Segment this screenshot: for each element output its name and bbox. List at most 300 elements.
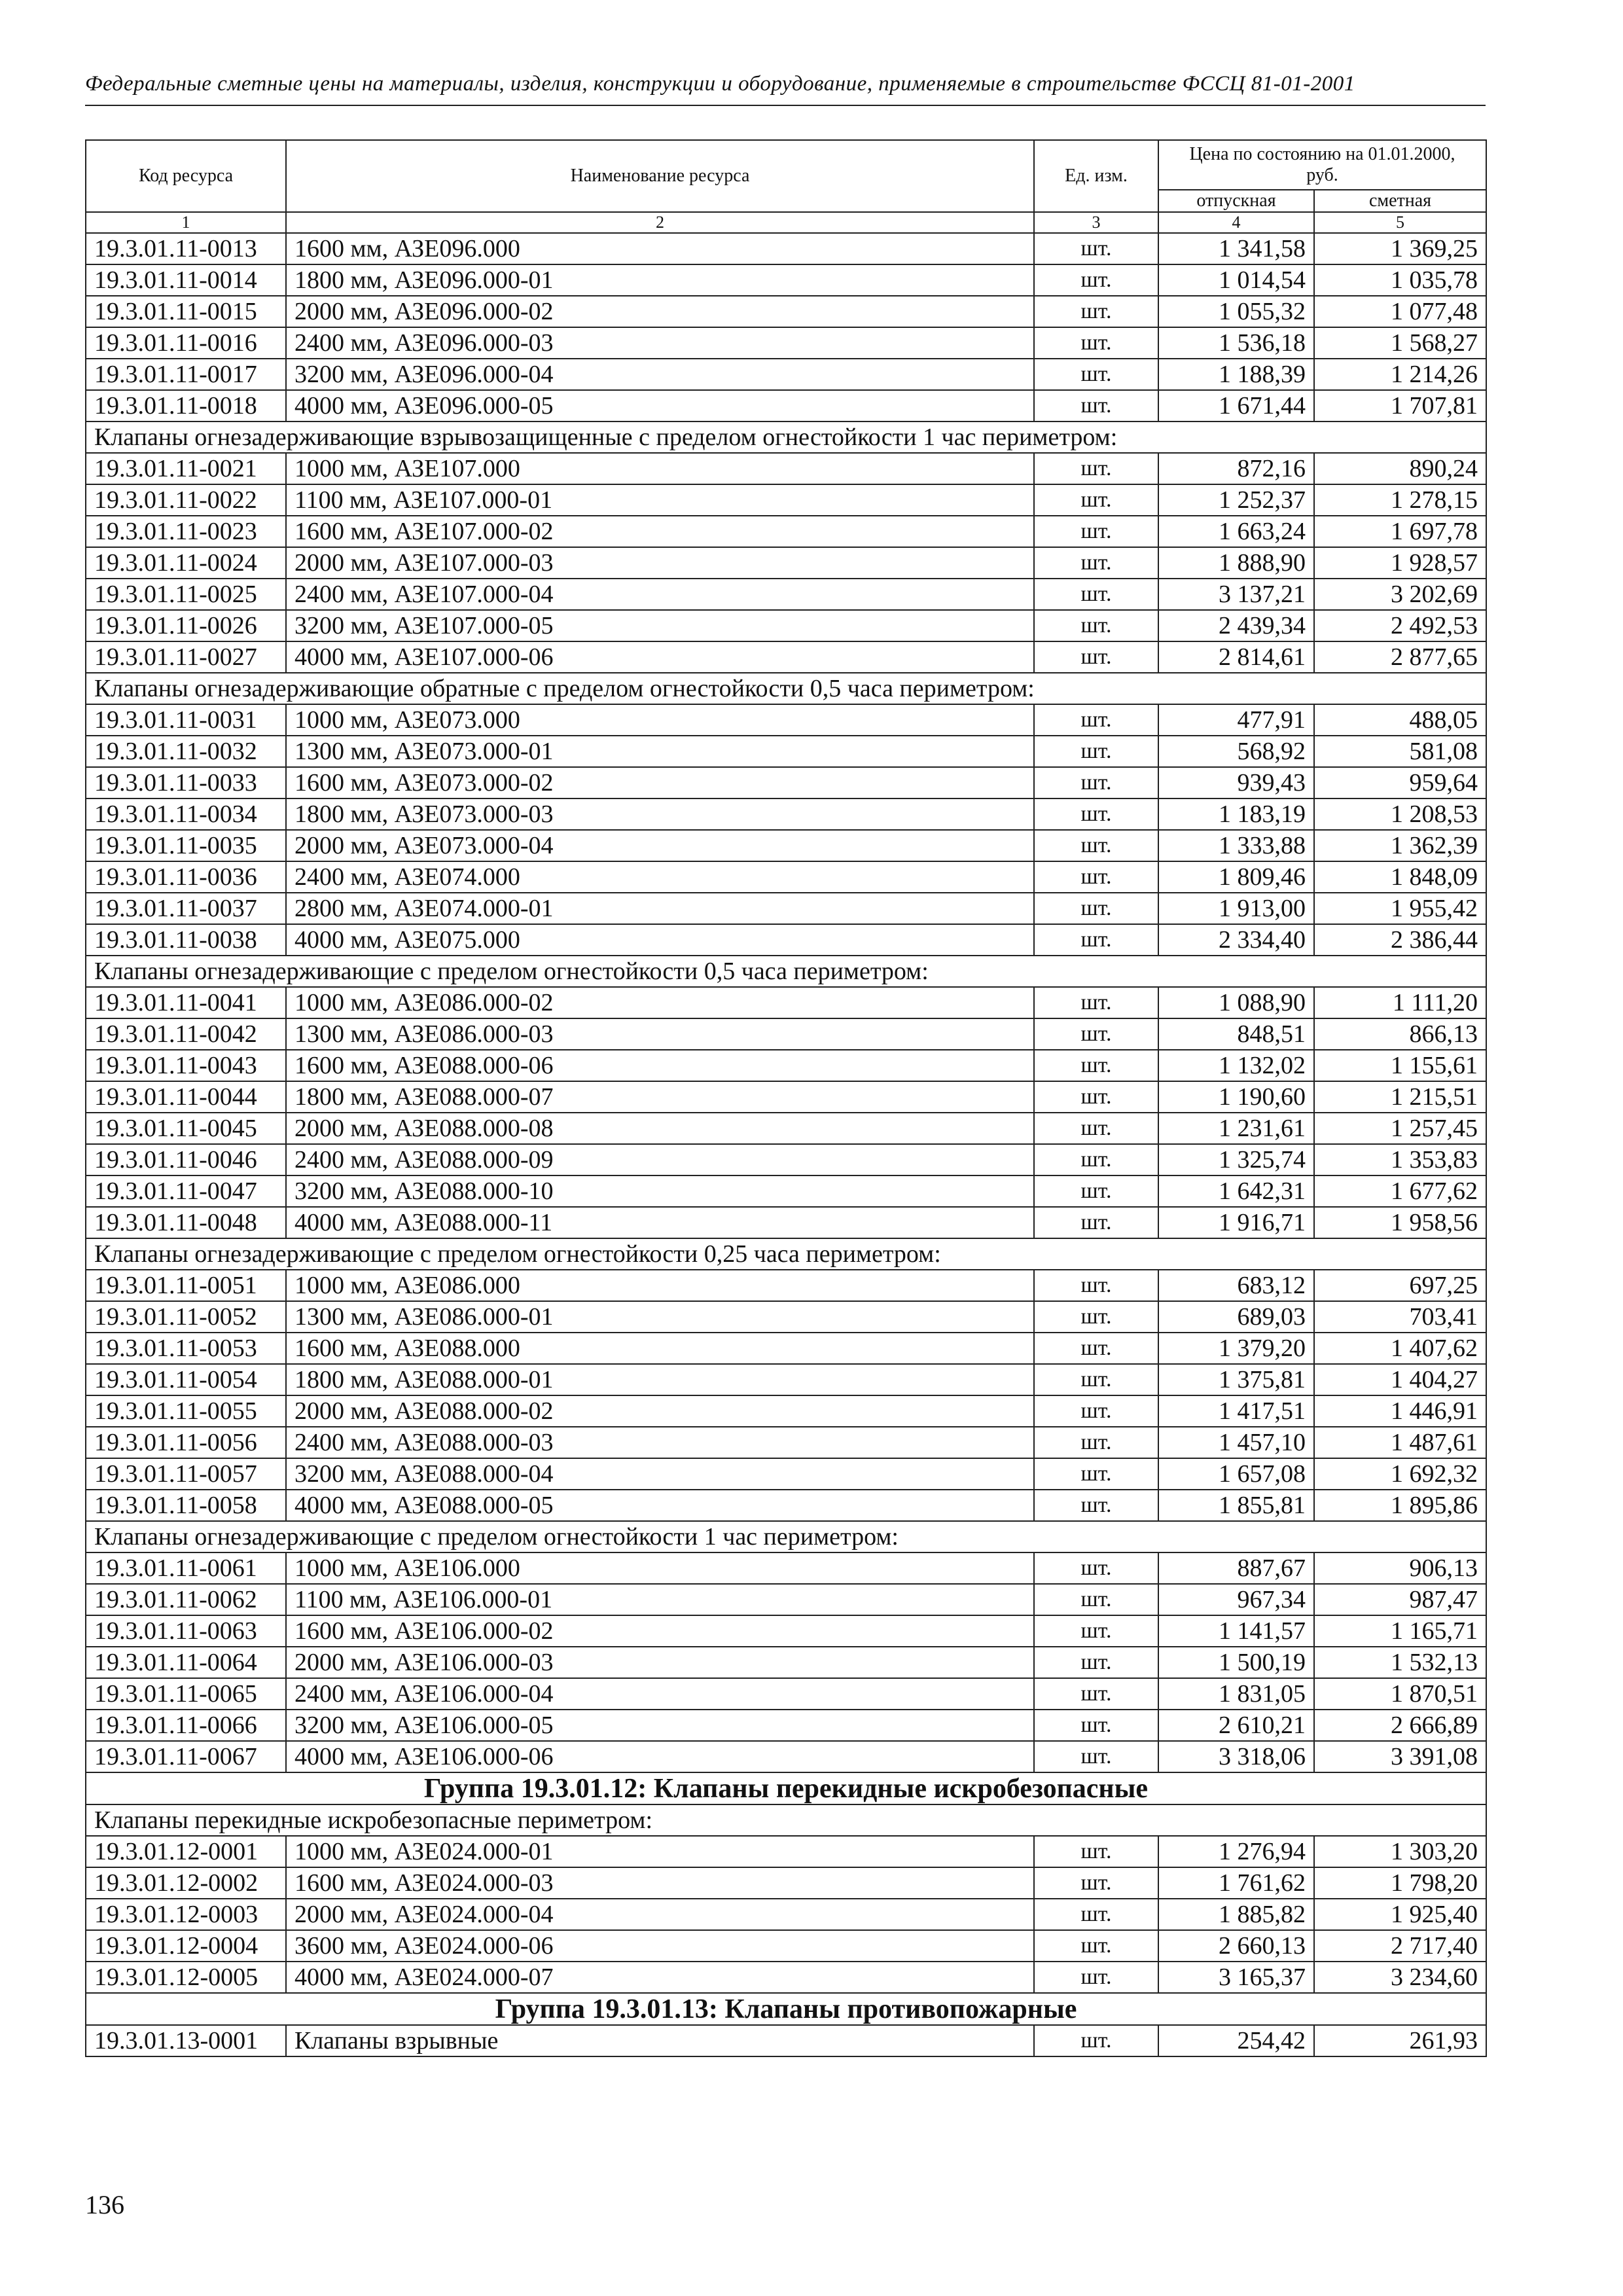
- release-price: 1 457,10: [1158, 1427, 1314, 1458]
- resource-name: 1800 мм, АЗЕ096.000-01: [286, 264, 1034, 296]
- section-heading-row: [86, 1238, 1486, 1270]
- table-header-row: [86, 140, 1486, 190]
- header-rule: [85, 105, 1486, 106]
- section-heading: Клапаны огнезадерживающие с пределом огнестойкости 0,5 часа периметром:: [86, 956, 1486, 987]
- resource-code: 19.3.01.11-0046: [86, 1144, 286, 1175]
- resource-code: 19.3.01.11-0042: [86, 1018, 286, 1050]
- release-price: 1 333,88: [1158, 830, 1314, 861]
- unit: шт.: [1034, 641, 1158, 673]
- resource-code: 19.3.01.11-0041: [86, 987, 286, 1018]
- release-price: 2 610,21: [1158, 1710, 1314, 1741]
- estimate-price: 1 278,15: [1314, 484, 1486, 516]
- release-price: 683,12: [1158, 1270, 1314, 1301]
- col-number-2: 2: [286, 212, 1034, 233]
- unit: шт.: [1034, 736, 1158, 767]
- resource-code: 19.3.01.11-0031: [86, 704, 286, 736]
- table-row: [86, 296, 1486, 327]
- unit: шт.: [1034, 1333, 1158, 1364]
- resource-name: 2000 мм, АЗЕ107.000-03: [286, 547, 1034, 579]
- resource-code: 19.3.01.11-0064: [86, 1647, 286, 1678]
- unit: шт.: [1034, 1050, 1158, 1081]
- unit: шт.: [1034, 830, 1158, 861]
- table-row: [86, 1050, 1486, 1081]
- release-price: 2 814,61: [1158, 641, 1314, 673]
- estimate-price: 1 446,91: [1314, 1395, 1486, 1427]
- resource-name: 1800 мм, АЗЕ088.000-07: [286, 1081, 1034, 1113]
- col-number-4: 4: [1158, 212, 1314, 233]
- estimate-price: 1 692,32: [1314, 1458, 1486, 1490]
- resource-code: 19.3.01.11-0036: [86, 861, 286, 893]
- resource-name: 1600 мм, АЗЕ096.000: [286, 233, 1034, 264]
- resource-name: 2800 мм, АЗЕ074.000-01: [286, 893, 1034, 924]
- group-heading: [86, 1993, 1486, 2025]
- table-row: [86, 1395, 1486, 1427]
- section-heading-row: [86, 1521, 1486, 1552]
- resource-code: 19.3.01.11-0063: [86, 1615, 286, 1647]
- unit: шт.: [1034, 861, 1158, 893]
- resource-name: 4000 мм, АЗЕ088.000-11: [286, 1207, 1034, 1238]
- col-number-3: 3: [1034, 212, 1158, 233]
- section-heading: Клапаны огнезадерживающие с пределом огнестойкости 0,25 часа периметром:: [86, 1238, 1486, 1270]
- release-price: 1 500,19: [1158, 1647, 1314, 1678]
- table-row: [86, 484, 1486, 516]
- release-price: 1 809,46: [1158, 861, 1314, 893]
- unit: шт.: [1034, 1427, 1158, 1458]
- table-row: [86, 2025, 1486, 2056]
- release-price: 848,51: [1158, 1018, 1314, 1050]
- resource-code: 19.3.01.11-0024: [86, 547, 286, 579]
- unit: шт.: [1034, 1364, 1158, 1395]
- resource-name: 2000 мм, АЗЕ088.000-02: [286, 1395, 1034, 1427]
- estimate-price: 703,41: [1314, 1301, 1486, 1333]
- resource-name: 4000 мм, АЗЕ106.000-06: [286, 1741, 1034, 1772]
- resource-code: 19.3.01.11-0058: [86, 1490, 286, 1521]
- estimate-price: 1 955,42: [1314, 893, 1486, 924]
- estimate-price: 1 697,78: [1314, 516, 1486, 547]
- unit: шт.: [1034, 1144, 1158, 1175]
- release-price: 1 055,32: [1158, 296, 1314, 327]
- unit: шт.: [1034, 1458, 1158, 1490]
- estimate-price: 697,25: [1314, 1270, 1486, 1301]
- unit: шт.: [1034, 1113, 1158, 1144]
- unit: шт.: [1034, 1678, 1158, 1710]
- resource-code: 19.3.01.11-0034: [86, 798, 286, 830]
- estimate-price: 1 928,57: [1314, 547, 1486, 579]
- resource-code: 19.3.01.11-0045: [86, 1113, 286, 1144]
- table-row: [86, 1741, 1486, 1772]
- resource-name: 4000 мм, АЗЕ096.000-05: [286, 390, 1034, 422]
- resource-code: 19.3.01.11-0061: [86, 1552, 286, 1584]
- group-heading-row: [86, 1993, 1486, 2025]
- release-price: 568,92: [1158, 736, 1314, 767]
- resource-code: 19.3.01.11-0055: [86, 1395, 286, 1427]
- unit: шт.: [1034, 1962, 1158, 1993]
- table-row: [86, 1552, 1486, 1584]
- unit: шт.: [1034, 610, 1158, 641]
- release-price: 1 190,60: [1158, 1081, 1314, 1113]
- resource-name: 1600 мм, АЗЕ024.000-03: [286, 1867, 1034, 1899]
- estimate-price: 906,13: [1314, 1552, 1486, 1584]
- resource-code: 19.3.01.11-0027: [86, 641, 286, 673]
- release-price: 3 318,06: [1158, 1741, 1314, 1772]
- estimate-price: 3 202,69: [1314, 579, 1486, 610]
- resource-code: 19.3.01.11-0021: [86, 453, 286, 484]
- table-row: [86, 1930, 1486, 1962]
- resource-code: 19.3.01.11-0032: [86, 736, 286, 767]
- resource-code: 19.3.01.11-0022: [86, 484, 286, 516]
- release-price: 967,34: [1158, 1584, 1314, 1615]
- table-row: [86, 516, 1486, 547]
- resource-code: 19.3.01.12-0001: [86, 1836, 286, 1867]
- release-price: 1 642,31: [1158, 1175, 1314, 1207]
- estimate-price: 3 391,08: [1314, 1741, 1486, 1772]
- table-row: [86, 1175, 1486, 1207]
- resource-name: 3200 мм, АЗЕ088.000-04: [286, 1458, 1034, 1490]
- resource-code: 19.3.01.11-0054: [86, 1364, 286, 1395]
- unit: шт.: [1034, 327, 1158, 359]
- resource-name: 1000 мм, АЗЕ073.000: [286, 704, 1034, 736]
- resource-name: 1000 мм, АЗЕ107.000: [286, 453, 1034, 484]
- resource-name: 1000 мм, АЗЕ086.000: [286, 1270, 1034, 1301]
- table-row: [86, 704, 1486, 736]
- unit: шт.: [1034, 1301, 1158, 1333]
- resource-name: 1600 мм, АЗЕ107.000-02: [286, 516, 1034, 547]
- estimate-price: 1 257,45: [1314, 1113, 1486, 1144]
- estimate-price: 1 958,56: [1314, 1207, 1486, 1238]
- table-row: [86, 1490, 1486, 1521]
- table-row: [86, 1678, 1486, 1710]
- release-price: 2 334,40: [1158, 924, 1314, 956]
- table-row: [86, 924, 1486, 956]
- resource-code: 19.3.01.11-0052: [86, 1301, 286, 1333]
- estimate-price: 1 798,20: [1314, 1867, 1486, 1899]
- table-row: [86, 798, 1486, 830]
- resource-code: 19.3.01.13-0001: [86, 2025, 286, 2056]
- table-row: [86, 1584, 1486, 1615]
- estimate-price: 261,93: [1314, 2025, 1486, 2056]
- estimate-price: 1 111,20: [1314, 987, 1486, 1018]
- estimate-price: 1 532,13: [1314, 1647, 1486, 1678]
- resource-code: 19.3.01.11-0048: [86, 1207, 286, 1238]
- resource-name: 2400 мм, АЗЕ106.000-04: [286, 1678, 1034, 1710]
- unit: шт.: [1034, 296, 1158, 327]
- unit: шт.: [1034, 1175, 1158, 1207]
- resource-name: 1600 мм, АЗЕ088.000-06: [286, 1050, 1034, 1081]
- table-row: [86, 861, 1486, 893]
- section-heading: Клапаны огнезадерживающие с пределом огнестойкости 1 час периметром:: [86, 1521, 1486, 1552]
- estimate-price: 959,64: [1314, 767, 1486, 798]
- resource-code: 19.3.01.11-0035: [86, 830, 286, 861]
- table-row: [86, 830, 1486, 861]
- table-row: [86, 1270, 1486, 1301]
- unit: шт.: [1034, 1867, 1158, 1899]
- unit: шт.: [1034, 264, 1158, 296]
- table-row: [86, 1364, 1486, 1395]
- unit: шт.: [1034, 390, 1158, 422]
- unit: шт.: [1034, 1615, 1158, 1647]
- resource-name: 2400 мм, АЗЕ096.000-03: [286, 327, 1034, 359]
- resource-name: 1300 мм, АЗЕ086.000-03: [286, 1018, 1034, 1050]
- resource-name: 1800 мм, АЗЕ073.000-03: [286, 798, 1034, 830]
- resource-name: 2400 мм, АЗЕ088.000-09: [286, 1144, 1034, 1175]
- resource-name: 1600 мм, АЗЕ073.000-02: [286, 767, 1034, 798]
- unit: шт.: [1034, 1647, 1158, 1678]
- price-table: [85, 139, 1487, 2057]
- table-row: [86, 1647, 1486, 1678]
- table-row: [86, 1899, 1486, 1930]
- unit: шт.: [1034, 893, 1158, 924]
- estimate-price: 1 895,86: [1314, 1490, 1486, 1521]
- estimate-price: 1 925,40: [1314, 1899, 1486, 1930]
- resource-name: 2000 мм, АЗЕ073.000-04: [286, 830, 1034, 861]
- table-row: [86, 1333, 1486, 1364]
- unit: шт.: [1034, 1741, 1158, 1772]
- header-estimate: сметная: [1314, 190, 1486, 212]
- release-price: 1 663,24: [1158, 516, 1314, 547]
- table-row: [86, 1018, 1486, 1050]
- resource-code: 19.3.01.11-0056: [86, 1427, 286, 1458]
- estimate-price: 987,47: [1314, 1584, 1486, 1615]
- table-row: [86, 1615, 1486, 1647]
- resource-code: 19.3.01.11-0013: [86, 233, 286, 264]
- table-row: [86, 1081, 1486, 1113]
- resource-name: 2400 мм, АЗЕ107.000-04: [286, 579, 1034, 610]
- resource-code: 19.3.01.11-0051: [86, 1270, 286, 1301]
- estimate-price: 1 870,51: [1314, 1678, 1486, 1710]
- release-price: 2 439,34: [1158, 610, 1314, 641]
- estimate-price: 1 208,53: [1314, 798, 1486, 830]
- header-price: Цена по состоянию на 01.01.2000, руб.: [1158, 140, 1486, 190]
- estimate-price: 3 234,60: [1314, 1962, 1486, 1993]
- unit: шт.: [1034, 516, 1158, 547]
- estimate-price: 1 568,27: [1314, 327, 1486, 359]
- release-price: 1 761,62: [1158, 1867, 1314, 1899]
- unit: шт.: [1034, 798, 1158, 830]
- unit: шт.: [1034, 924, 1158, 956]
- estimate-price: 1 707,81: [1314, 390, 1486, 422]
- resource-name: 4000 мм, АЗЕ088.000-05: [286, 1490, 1034, 1521]
- group-label: Группа 19.3.01.12: [423, 1774, 638, 1804]
- release-price: 1 831,05: [1158, 1678, 1314, 1710]
- section-heading: Клапаны огнезадерживающие взрывозащищенные с пределом огнестойкости 1 час периметром:: [86, 422, 1486, 453]
- table-row: [86, 359, 1486, 390]
- resource-code: 19.3.01.11-0038: [86, 924, 286, 956]
- table-row: [86, 1867, 1486, 1899]
- estimate-price: 866,13: [1314, 1018, 1486, 1050]
- table-row: [86, 1207, 1486, 1238]
- unit: шт.: [1034, 1395, 1158, 1427]
- section-heading-row: [86, 673, 1486, 704]
- column-number-row: [86, 212, 1486, 233]
- resource-name: 1600 мм, АЗЕ088.000: [286, 1333, 1034, 1364]
- header-unit: Ед. изм.: [1034, 140, 1158, 212]
- table-row: [86, 1427, 1486, 1458]
- unit: шт.: [1034, 1710, 1158, 1741]
- header-release: отпускная: [1158, 190, 1314, 212]
- estimate-price: 1 487,61: [1314, 1427, 1486, 1458]
- table-row: [86, 641, 1486, 673]
- release-price: 1 855,81: [1158, 1490, 1314, 1521]
- table-row: [86, 327, 1486, 359]
- estimate-price: 1 165,71: [1314, 1615, 1486, 1647]
- section-heading: Клапаны перекидные искробезопасные периметром:: [86, 1804, 1486, 1836]
- table-row: [86, 1144, 1486, 1175]
- table-row: [86, 736, 1486, 767]
- estimate-price: 1 214,26: [1314, 359, 1486, 390]
- section-heading: Клапаны огнезадерживающие обратные с пределом огнестойкости 0,5 часа периметром:: [86, 673, 1486, 704]
- resource-name: 1100 мм, АЗЕ107.000-01: [286, 484, 1034, 516]
- estimate-price: 1 303,20: [1314, 1836, 1486, 1867]
- group-title: : Клапаны перекидные искробезопасные: [637, 1774, 1149, 1804]
- estimate-price: 1 848,09: [1314, 861, 1486, 893]
- col-number-5: 5: [1314, 212, 1486, 233]
- resource-code: 19.3.01.11-0047: [86, 1175, 286, 1207]
- resource-name: 3200 мм, АЗЕ096.000-04: [286, 359, 1034, 390]
- unit: шт.: [1034, 987, 1158, 1018]
- resource-name: 1800 мм, АЗЕ088.000-01: [286, 1364, 1034, 1395]
- resource-code: 19.3.01.11-0043: [86, 1050, 286, 1081]
- estimate-price: 2 717,40: [1314, 1930, 1486, 1962]
- resource-name: 3200 мм, АЗЕ106.000-05: [286, 1710, 1034, 1741]
- release-price: 1 885,82: [1158, 1899, 1314, 1930]
- resource-code: 19.3.01.11-0018: [86, 390, 286, 422]
- running-header: Федеральные сметные цены на материалы, изделия, конструкции и оборудование, применяемые в строительстве ФССЦ 81-01-2001: [85, 72, 1355, 96]
- resource-name: 1000 мм, АЗЕ106.000: [286, 1552, 1034, 1584]
- release-price: 3 137,21: [1158, 579, 1314, 610]
- resource-code: 19.3.01.11-0014: [86, 264, 286, 296]
- header-code: Код ресурса: [86, 140, 286, 212]
- resource-name: 4000 мм, АЗЕ024.000-07: [286, 1962, 1034, 1993]
- table-row: [86, 767, 1486, 798]
- release-price: 2 660,13: [1158, 1930, 1314, 1962]
- table-row: [86, 1113, 1486, 1144]
- release-price: 1 916,71: [1158, 1207, 1314, 1238]
- resource-code: 19.3.01.11-0062: [86, 1584, 286, 1615]
- section-heading-row: [86, 1804, 1486, 1836]
- estimate-price: 1 404,27: [1314, 1364, 1486, 1395]
- release-price: 1 132,02: [1158, 1050, 1314, 1081]
- release-price: 1 325,74: [1158, 1144, 1314, 1175]
- resource-name: 2400 мм, АЗЕ074.000: [286, 861, 1034, 893]
- estimate-price: 1 077,48: [1314, 296, 1486, 327]
- resource-code: 19.3.01.11-0037: [86, 893, 286, 924]
- unit: шт.: [1034, 1552, 1158, 1584]
- section-heading-row: [86, 956, 1486, 987]
- release-price: 1 379,20: [1158, 1333, 1314, 1364]
- estimate-price: 581,08: [1314, 736, 1486, 767]
- estimate-price: 2 492,53: [1314, 610, 1486, 641]
- resource-name: 1000 мм, АЗЕ024.000-01: [286, 1836, 1034, 1867]
- release-price: 1 276,94: [1158, 1836, 1314, 1867]
- release-price: 1 252,37: [1158, 484, 1314, 516]
- resource-name: Клапаны взрывные: [286, 2025, 1034, 2056]
- resource-name: 1600 мм, АЗЕ106.000-02: [286, 1615, 1034, 1647]
- resource-code: 19.3.01.11-0025: [86, 579, 286, 610]
- estimate-price: 1 215,51: [1314, 1081, 1486, 1113]
- release-price: 689,03: [1158, 1301, 1314, 1333]
- unit: шт.: [1034, 547, 1158, 579]
- unit: шт.: [1034, 579, 1158, 610]
- unit: шт.: [1034, 453, 1158, 484]
- estimate-price: 2 386,44: [1314, 924, 1486, 956]
- release-price: 3 165,37: [1158, 1962, 1314, 1993]
- unit: шт.: [1034, 2025, 1158, 2056]
- resource-name: 2000 мм, АЗЕ106.000-03: [286, 1647, 1034, 1678]
- resource-name: 1000 мм, АЗЕ086.000-02: [286, 987, 1034, 1018]
- release-price: 1 536,18: [1158, 327, 1314, 359]
- resource-code: 19.3.01.11-0015: [86, 296, 286, 327]
- resource-code: 19.3.01.11-0066: [86, 1710, 286, 1741]
- resource-name: 2000 мм, АЗЕ024.000-04: [286, 1899, 1034, 1930]
- unit: шт.: [1034, 1836, 1158, 1867]
- resource-code: 19.3.01.11-0023: [86, 516, 286, 547]
- resource-name: 3600 мм, АЗЕ024.000-06: [286, 1930, 1034, 1962]
- table-row: [86, 1301, 1486, 1333]
- release-price: 1 888,90: [1158, 547, 1314, 579]
- unit: шт.: [1034, 1899, 1158, 1930]
- table-row: [86, 1710, 1486, 1741]
- resource-code: 19.3.01.11-0057: [86, 1458, 286, 1490]
- unit: шт.: [1034, 1018, 1158, 1050]
- resource-name: 2400 мм, АЗЕ088.000-03: [286, 1427, 1034, 1458]
- resource-code: 19.3.01.12-0002: [86, 1867, 286, 1899]
- table-row: [86, 547, 1486, 579]
- estimate-price: 1 677,62: [1314, 1175, 1486, 1207]
- table-row: [86, 987, 1486, 1018]
- estimate-price: 1 035,78: [1314, 264, 1486, 296]
- unit: шт.: [1034, 767, 1158, 798]
- resource-code: 19.3.01.12-0003: [86, 1899, 286, 1930]
- release-price: 254,42: [1158, 2025, 1314, 2056]
- release-price: 1 188,39: [1158, 359, 1314, 390]
- release-price: 477,91: [1158, 704, 1314, 736]
- resource-name: 4000 мм, АЗЕ075.000: [286, 924, 1034, 956]
- resource-code: 19.3.01.11-0026: [86, 610, 286, 641]
- release-price: 1 014,54: [1158, 264, 1314, 296]
- resource-name: 1300 мм, АЗЕ086.000-01: [286, 1301, 1034, 1333]
- estimate-price: 1 362,39: [1314, 830, 1486, 861]
- resource-code: 19.3.01.11-0017: [86, 359, 286, 390]
- release-price: 1 341,58: [1158, 233, 1314, 264]
- resource-code: 19.3.01.12-0005: [86, 1962, 286, 1993]
- section-heading-row: [86, 422, 1486, 453]
- estimate-price: 1 369,25: [1314, 233, 1486, 264]
- unit: шт.: [1034, 1930, 1158, 1962]
- release-price: 1 183,19: [1158, 798, 1314, 830]
- unit: шт.: [1034, 484, 1158, 516]
- estimate-price: 2 666,89: [1314, 1710, 1486, 1741]
- table-row: [86, 264, 1486, 296]
- group-heading: [86, 1772, 1486, 1804]
- release-price: 1 417,51: [1158, 1395, 1314, 1427]
- table-row: [86, 1458, 1486, 1490]
- col-number-1: 1: [86, 212, 286, 233]
- estimate-price: 1 353,83: [1314, 1144, 1486, 1175]
- resource-code: 19.3.01.11-0033: [86, 767, 286, 798]
- resource-name: 3200 мм, АЗЕ107.000-05: [286, 610, 1034, 641]
- group-heading-row: [86, 1772, 1486, 1804]
- release-price: 1 141,57: [1158, 1615, 1314, 1647]
- unit: шт.: [1034, 1081, 1158, 1113]
- unit: шт.: [1034, 1584, 1158, 1615]
- resource-code: 19.3.01.12-0004: [86, 1930, 286, 1962]
- table-row: [86, 233, 1486, 264]
- table-row: [86, 1962, 1486, 1993]
- release-price: 1 671,44: [1158, 390, 1314, 422]
- release-price: 1 657,08: [1158, 1458, 1314, 1490]
- page-number: 136: [85, 2190, 124, 2219]
- release-price: 887,67: [1158, 1552, 1314, 1584]
